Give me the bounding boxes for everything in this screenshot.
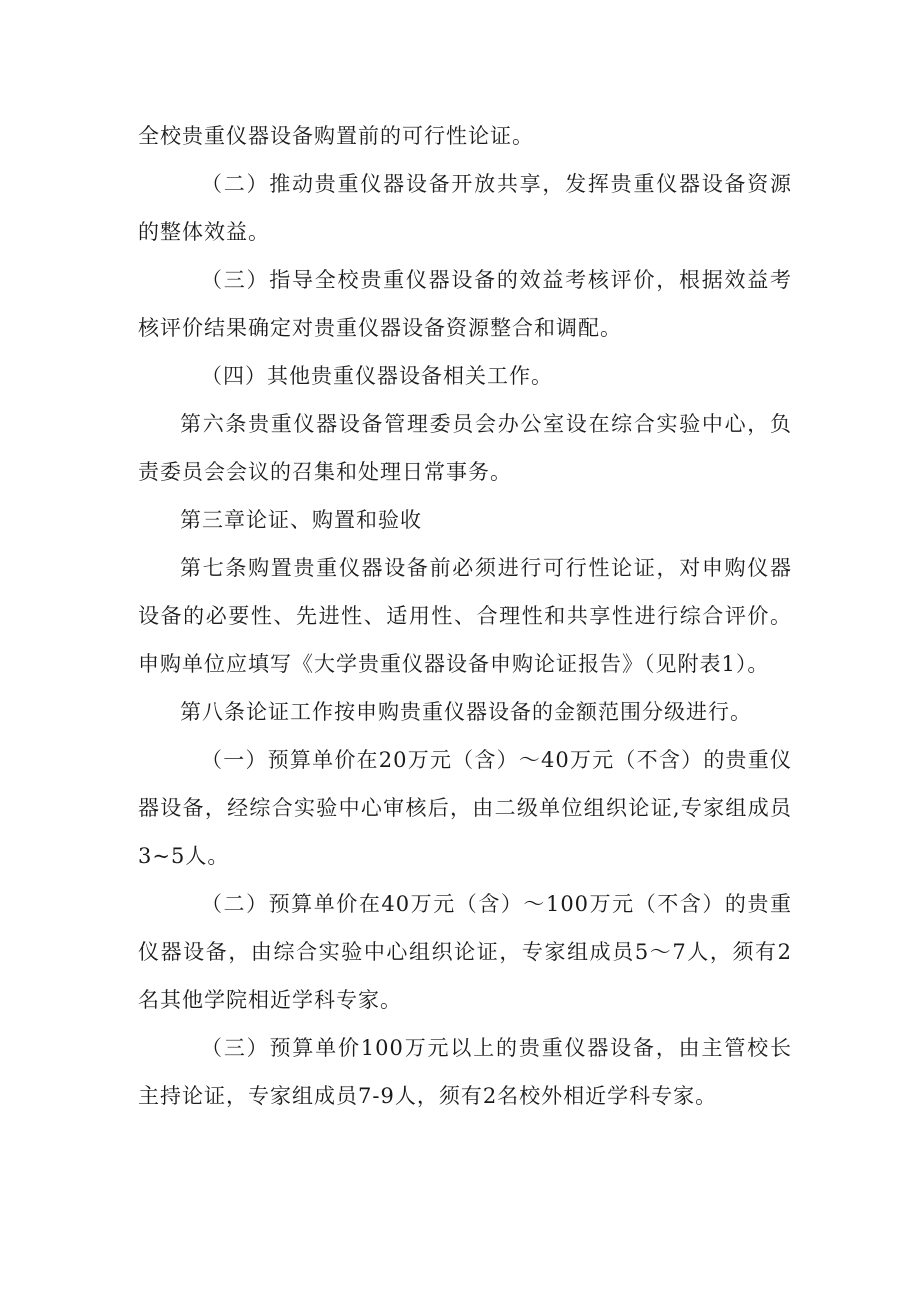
article-8: 第八条论证工作按申购贵重仪器设备的金额范围分级进行。 bbox=[180, 700, 752, 724]
article-8-item-2: （二）预算单价在40万元（含）～100万元（不含）的贵重仪器设备，由综合实验中心组织论证，专家组成员5～7人，须有2名其他学院相近学科专家。 bbox=[138, 892, 792, 1012]
article-8-item-1: （一）预算单价在20万元（含）～40万元（不含）的贵重仪器设备，经综合实验中心审核后，由二级单位组织论证,专家组成员3~5人。 bbox=[138, 748, 792, 868]
article-7: 第七条购置贵重仪器设备前必须进行可行性论证，对申购仪器设备的必要性、先进性、适用性、合理性和共享性进行综合评价。申购单位应填写《大学贵重仪器设备申购论证报告》（见附表1）。 bbox=[138, 556, 792, 676]
article-6: 第六条贵重仪器设备管理委员会办公室设在综合实验中心，负责委员会会议的召集和处理日常事务。 bbox=[138, 412, 792, 484]
chapter-3-heading: 第三章论证、购置和验收 bbox=[180, 508, 422, 532]
paragraph-item-2: （二）推动贵重仪器设备开放共享，发挥贵重仪器设备资源的整体效益。 bbox=[138, 172, 792, 244]
article-8-item-3: （三）预算单价100万元以上的贵重仪器设备，由主管校长主持论证，专家组成员7-9人，须有2名校外相近学科专家。 bbox=[138, 1036, 792, 1108]
paragraph-continuation: 全校贵重仪器设备购置前的可行性论证。 bbox=[138, 124, 534, 148]
paragraph-item-3: （三）指导全校贵重仪器设备的效益考核评价，根据效益考核评价结果确定对贵重仪器设备资源整合和调配。 bbox=[138, 268, 792, 340]
paragraph-item-4: （四）其他贵重仪器设备相关工作。 bbox=[201, 364, 553, 388]
